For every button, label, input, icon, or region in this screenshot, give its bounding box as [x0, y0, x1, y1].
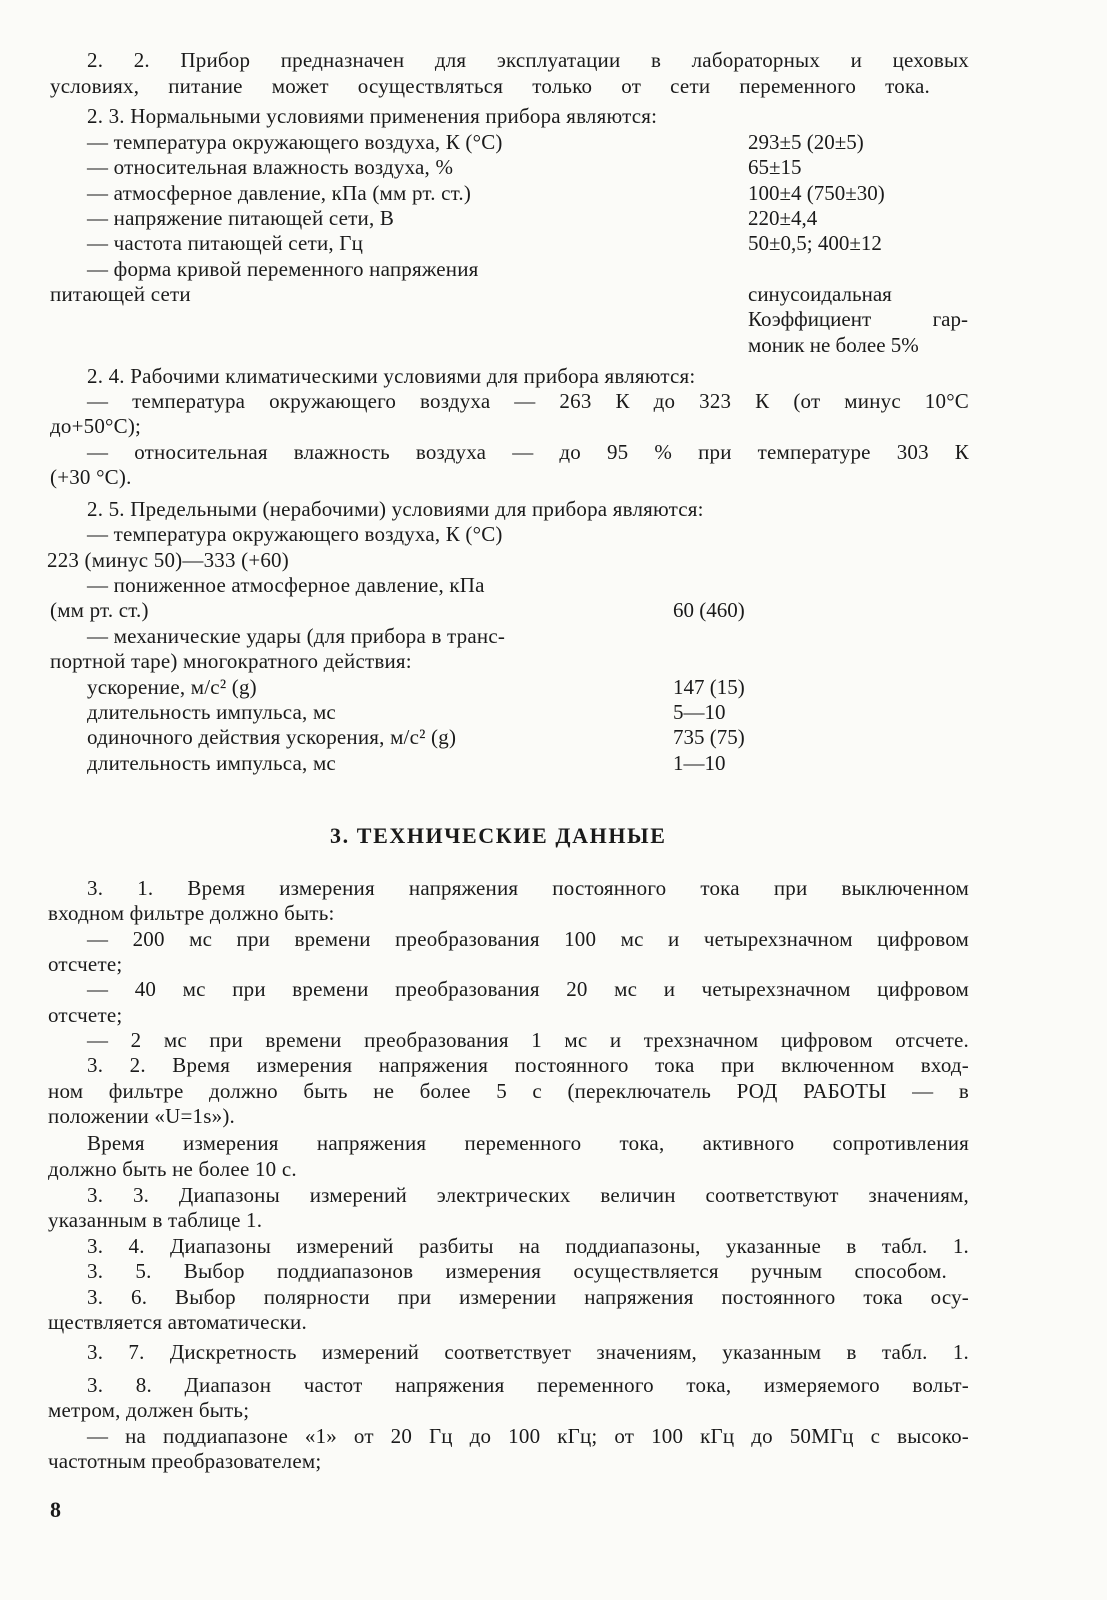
normal-label-frequency: — частота питающей сети, Гц — [87, 231, 364, 255]
para-2-4-line-2: до+50°С); — [50, 414, 142, 438]
waveform-value-line-1: синусоидальная — [748, 282, 892, 306]
para-2-5-line-5: — механические удары (для прибора в транс- — [87, 624, 506, 648]
para-2-3-title: 2. 3. Нормальными условиями применения прибора являются: — [87, 104, 658, 128]
sec3-line: 3. 8. Диапазон частот напряжения переменного тока, измеряемого вольт- — [87, 1373, 969, 1397]
sec3-line: частотным преобразователем; — [48, 1449, 322, 1473]
para-2-5-line-2: 223 (минус 50)—333 (+60) — [47, 548, 289, 572]
para-2-4-line-4: (+30 °С). — [50, 465, 132, 489]
shock-label-acceleration: ускорение, м/с² (g) — [87, 675, 257, 699]
para-2-2-line-2: условиях, питание может осуществляться только от сети переменного тока. — [50, 74, 930, 98]
shock-value-acceleration: 147 (15) — [673, 675, 745, 699]
section-3-heading: 3. ТЕХНИЧЕСКИЕ ДАННЫЕ — [330, 823, 667, 848]
normal-label-humidity: — относительная влажность воздуха, % — [87, 155, 454, 179]
waveform-label-line-2: питающей сети — [50, 282, 191, 306]
para-2-5-title: 2. 5. Предельными (нерабочими) условиями для прибора являются: — [87, 497, 704, 521]
sec3-line: положении «U=1s»). — [48, 1104, 235, 1128]
para-2-5-line-3: — пониженное атмосферное давление, кПа — [87, 573, 485, 597]
sec3-line: указанным в таблице 1. — [48, 1208, 263, 1232]
sec3-line: — 200 мс при времени преобразования 100 мс и четырехзначном цифровом — [87, 927, 969, 951]
sec3-line: 3. 5. Выбор поддиапазонов измерения осуществляется ручным способом. — [87, 1259, 947, 1283]
normal-value-pressure: 100±4 (750±30) — [748, 181, 885, 205]
shock-value-duration: 5—10 — [673, 700, 726, 724]
sec3-line: входном фильтре должно быть: — [48, 901, 335, 925]
normal-value-humidity: 65±15 — [748, 155, 802, 179]
normal-value-frequency: 50±0,5; 400±12 — [748, 231, 882, 255]
sec3-line: 3. 6. Выбор полярности при измерении напряжения постоянного тока осу- — [87, 1285, 969, 1309]
para-2-5-line-1: — температура окружающего воздуха, К (°С) — [87, 522, 503, 546]
waveform-value-line-2: Коэффициент гар- — [748, 307, 968, 331]
sec3-line: — на поддиапазоне «1» от 20 Гц до 100 кГц; от 100 кГц до 50МГц с высоко- — [87, 1424, 969, 1448]
sec3-line: Время измерения напряжения переменного тока, активного сопротивления — [87, 1131, 969, 1155]
sec3-line: 3. 2. Время измерения напряжения постоянного тока при включенном вход- — [87, 1053, 969, 1077]
shock-label-single-acceleration: одиночного действия ускорения, м/с² (g) — [87, 725, 457, 749]
para-2-5-value-pressure: 60 (460) — [673, 598, 745, 622]
para-2-5-line-4: (мм рт. ст.) — [50, 598, 149, 622]
para-2-5-line-6: портной таре) многократного действия: — [50, 649, 412, 673]
normal-value-temperature: 293±5 (20±5) — [748, 130, 864, 154]
sec3-line: отсчете; — [48, 1003, 123, 1027]
sec3-line: 3. 1. Время измерения напряжения постоянного тока при выключенном — [87, 876, 969, 900]
sec3-line: — 40 мс при времени преобразования 20 мс и четырехзначном цифровом — [87, 977, 969, 1001]
normal-label-voltage: — напряжение питающей сети, В — [87, 206, 395, 230]
waveform-label-line-1: — форма кривой переменного напряжения — [87, 257, 479, 281]
shock-value-single-duration: 1—10 — [673, 751, 726, 775]
para-2-4-title: 2. 4. Рабочими климатическими условиями для прибора являются: — [87, 364, 696, 388]
sec3-line: ном фильтре должно быть не более 5 с (переключатель РОД РАБОТЫ — в — [48, 1079, 969, 1103]
normal-label-pressure: — атмосферное давление, кПа (мм рт. ст.) — [87, 181, 472, 205]
para-2-4-line-1: — температура окружающего воздуха — 263 К до 323 К (от минус 10°С — [87, 389, 969, 413]
shock-value-single-acceleration: 735 (75) — [673, 725, 745, 749]
sec3-line: ществляется автоматически. — [48, 1310, 307, 1334]
sec3-line: 3. 3. Диапазоны измерений электрических величин соответствуют значениям, — [87, 1183, 969, 1207]
shock-label-duration: длительность импульса, мс — [87, 700, 336, 724]
sec3-line: 3. 4. Диапазоны измерений разбиты на поддиапазоны, указанные в табл. 1. — [87, 1234, 969, 1258]
normal-value-voltage: 220±4,4 — [748, 206, 818, 230]
sec3-line: должно быть не более 10 с. — [48, 1157, 297, 1181]
para-2-4-line-3: — относительная влажность воздуха — до 95 % при температуре 303 К — [87, 440, 969, 464]
normal-label-temperature: — температура окружающего воздуха, К (°С) — [87, 130, 503, 154]
sec3-line: метром, должен быть; — [48, 1398, 250, 1422]
sec3-line: отсчете; — [48, 952, 123, 976]
sec3-line: 3. 7. Дискретность измерений соответствует значениям, указанным в табл. 1. — [87, 1340, 969, 1364]
waveform-value-line-3: моник не более 5% — [748, 333, 919, 357]
para-2-2-line-1: 2. 2. Прибор предназначен для эксплуатации в лабораторных и цеховых — [87, 48, 969, 72]
page-number: 8 — [50, 1497, 61, 1522]
shock-label-single-duration: длительность импульса, мс — [87, 751, 336, 775]
sec3-line: — 2 мс при времени преобразования 1 мс и трехзначном цифровом отсчете. — [87, 1028, 969, 1052]
